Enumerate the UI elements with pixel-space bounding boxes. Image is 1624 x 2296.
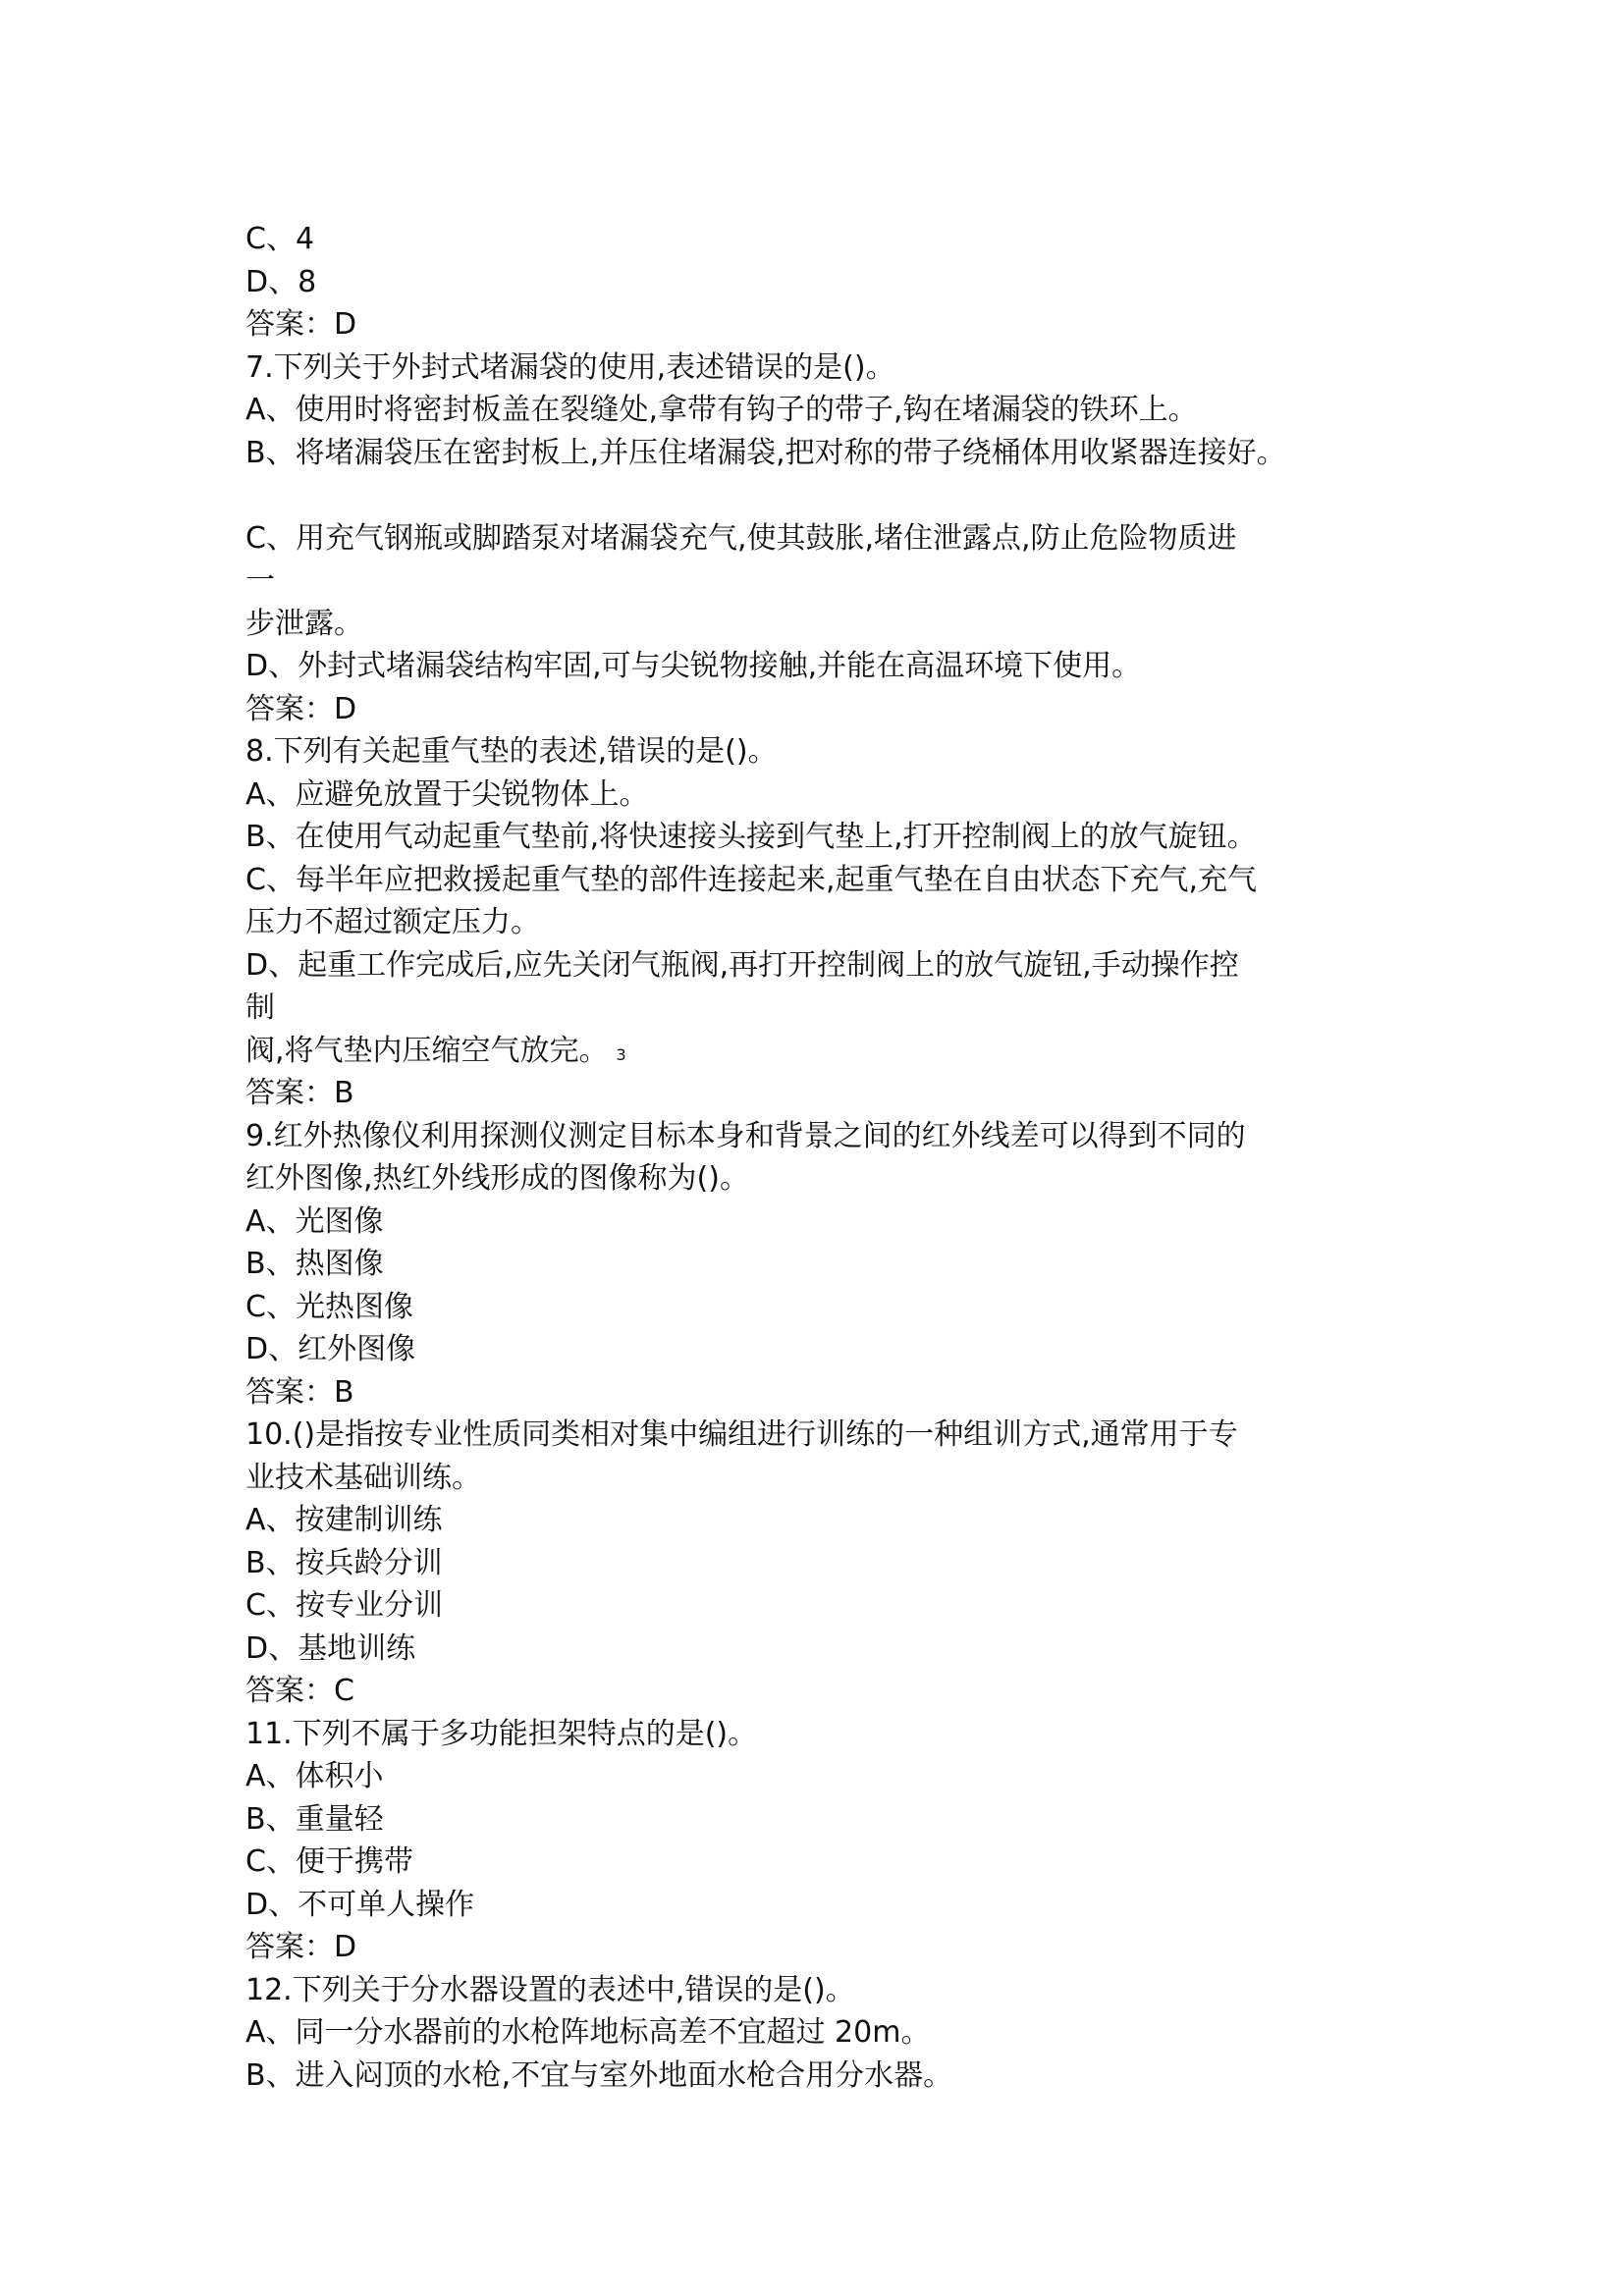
q9-stem: 9.红外热像仪利用探测仪测定目标本身和背景之间的红外线差可以得到不同的 (245, 1118, 1246, 1153)
q12-stem: 12.下列关于分水器设置的表述中,错误的是()。 (245, 1972, 855, 2007)
footnote-mark: 3 (616, 1044, 626, 1064)
q6-option-c: C、4 (245, 222, 315, 256)
q10-option-a: A、按建制训练 (245, 1503, 443, 1537)
q8-stem: 8.下列有关起重气垫的表述,错误的是()。 (245, 734, 778, 769)
q8-option-d-cont: 制 (245, 990, 275, 1025)
q6-option-d: D、8 (245, 264, 317, 299)
q8-option-c: C、每半年应把救援起重气垫的部件连接起来,起重气垫在自由状态下充气,充气 (245, 862, 1258, 897)
q9-option-b: B、热图像 (245, 1247, 384, 1281)
q7-option-c-cont: 步泄露。 (245, 606, 363, 641)
q9-option-c: C、光热图像 (245, 1289, 413, 1324)
q10-option-c: C、按专业分训 (245, 1588, 443, 1623)
q11-stem: 11.下列不属于多功能担架特点的是()。 (245, 1716, 758, 1751)
q7-option-c-cont: 一 (245, 563, 275, 598)
q7-option-a: A、使用时将密封板盖在裂缝处,拿带有钩子的带子,钩在堵漏袋的铁环上。 (245, 393, 1198, 427)
q8-option-c-cont: 压力不超过额定压力。 (245, 905, 540, 939)
q7-option-d: D、外封式堵漏袋结构牢固,可与尖锐物接触,并能在高温环境下使用。 (245, 649, 1142, 683)
q9-answer: 答案：B (245, 1374, 354, 1410)
q11-option-d: D、不可单人操作 (245, 1887, 475, 1922)
q8-option-d-text: 阀,将气垫内压缩空气放完。 (245, 1033, 609, 1068)
q11-option-b: B、重量轻 (245, 1801, 384, 1837)
q8-answer: 答案：B (245, 1076, 354, 1110)
q9-option-d: D、红外图像 (245, 1332, 416, 1366)
q7-answer: 答案：D (245, 691, 357, 726)
q11-option-a: A、体积小 (245, 1759, 384, 1793)
q10-stem: 10.()是指按专业性质同类相对集中编组进行训练的一种组训方式,通常用于专 (245, 1417, 1238, 1452)
q10-option-d: D、基地训练 (245, 1630, 416, 1666)
q7-option-c: C、用充气钢瓶或脚踏泵对堵漏袋充气,使其鼓胀,堵住泄露点,防止危险物质进 (245, 520, 1237, 556)
q12-option-a: A、同一分水器前的水枪阵地标高差不宜超过 20m。 (245, 2015, 931, 2050)
q11-option-c: C、便于携带 (245, 1844, 413, 1879)
q12-option-b: B、进入闷顶的水枪,不宜与室外地面水枪合用分水器。 (245, 2057, 953, 2093)
q11-answer: 答案：D (245, 1930, 357, 1964)
q6-answer: 答案：D (245, 307, 357, 342)
q8-option-b: B、在使用气动起重气垫前,将快速接头接到气垫上,打开控制阀上的放气旋钮。 (245, 820, 1257, 854)
q9-option-a: A、光图像 (245, 1203, 384, 1239)
q10-stem-cont: 业技术基础训练。 (245, 1460, 481, 1495)
q8-option-d: D、起重工作完成后,应先关闭气瓶阀,再打开控制阀上的放气旋钮,手动操作控 (245, 947, 1239, 983)
q10-option-b: B、按兵龄分训 (245, 1545, 443, 1580)
q7-stem: 7.下列关于外封式堵漏袋的使用,表述错误的是()。 (245, 349, 895, 385)
q8-option-a: A、应避免放置于尖锐物体上。 (245, 776, 649, 812)
q7-option-b: B、将堵漏袋压在密封板上,并压住堵漏袋,把对称的带子绕桶体用收紧器连接好。 (245, 435, 1286, 470)
q9-stem-cont: 红外图像,热红外线形成的图像称为()。 (245, 1161, 749, 1196)
blank-line (245, 474, 1404, 517)
q10-answer: 答案：C (245, 1674, 354, 1708)
q8-option-d-cont (245, 1030, 1404, 1073)
document-page (245, 218, 1404, 2097)
